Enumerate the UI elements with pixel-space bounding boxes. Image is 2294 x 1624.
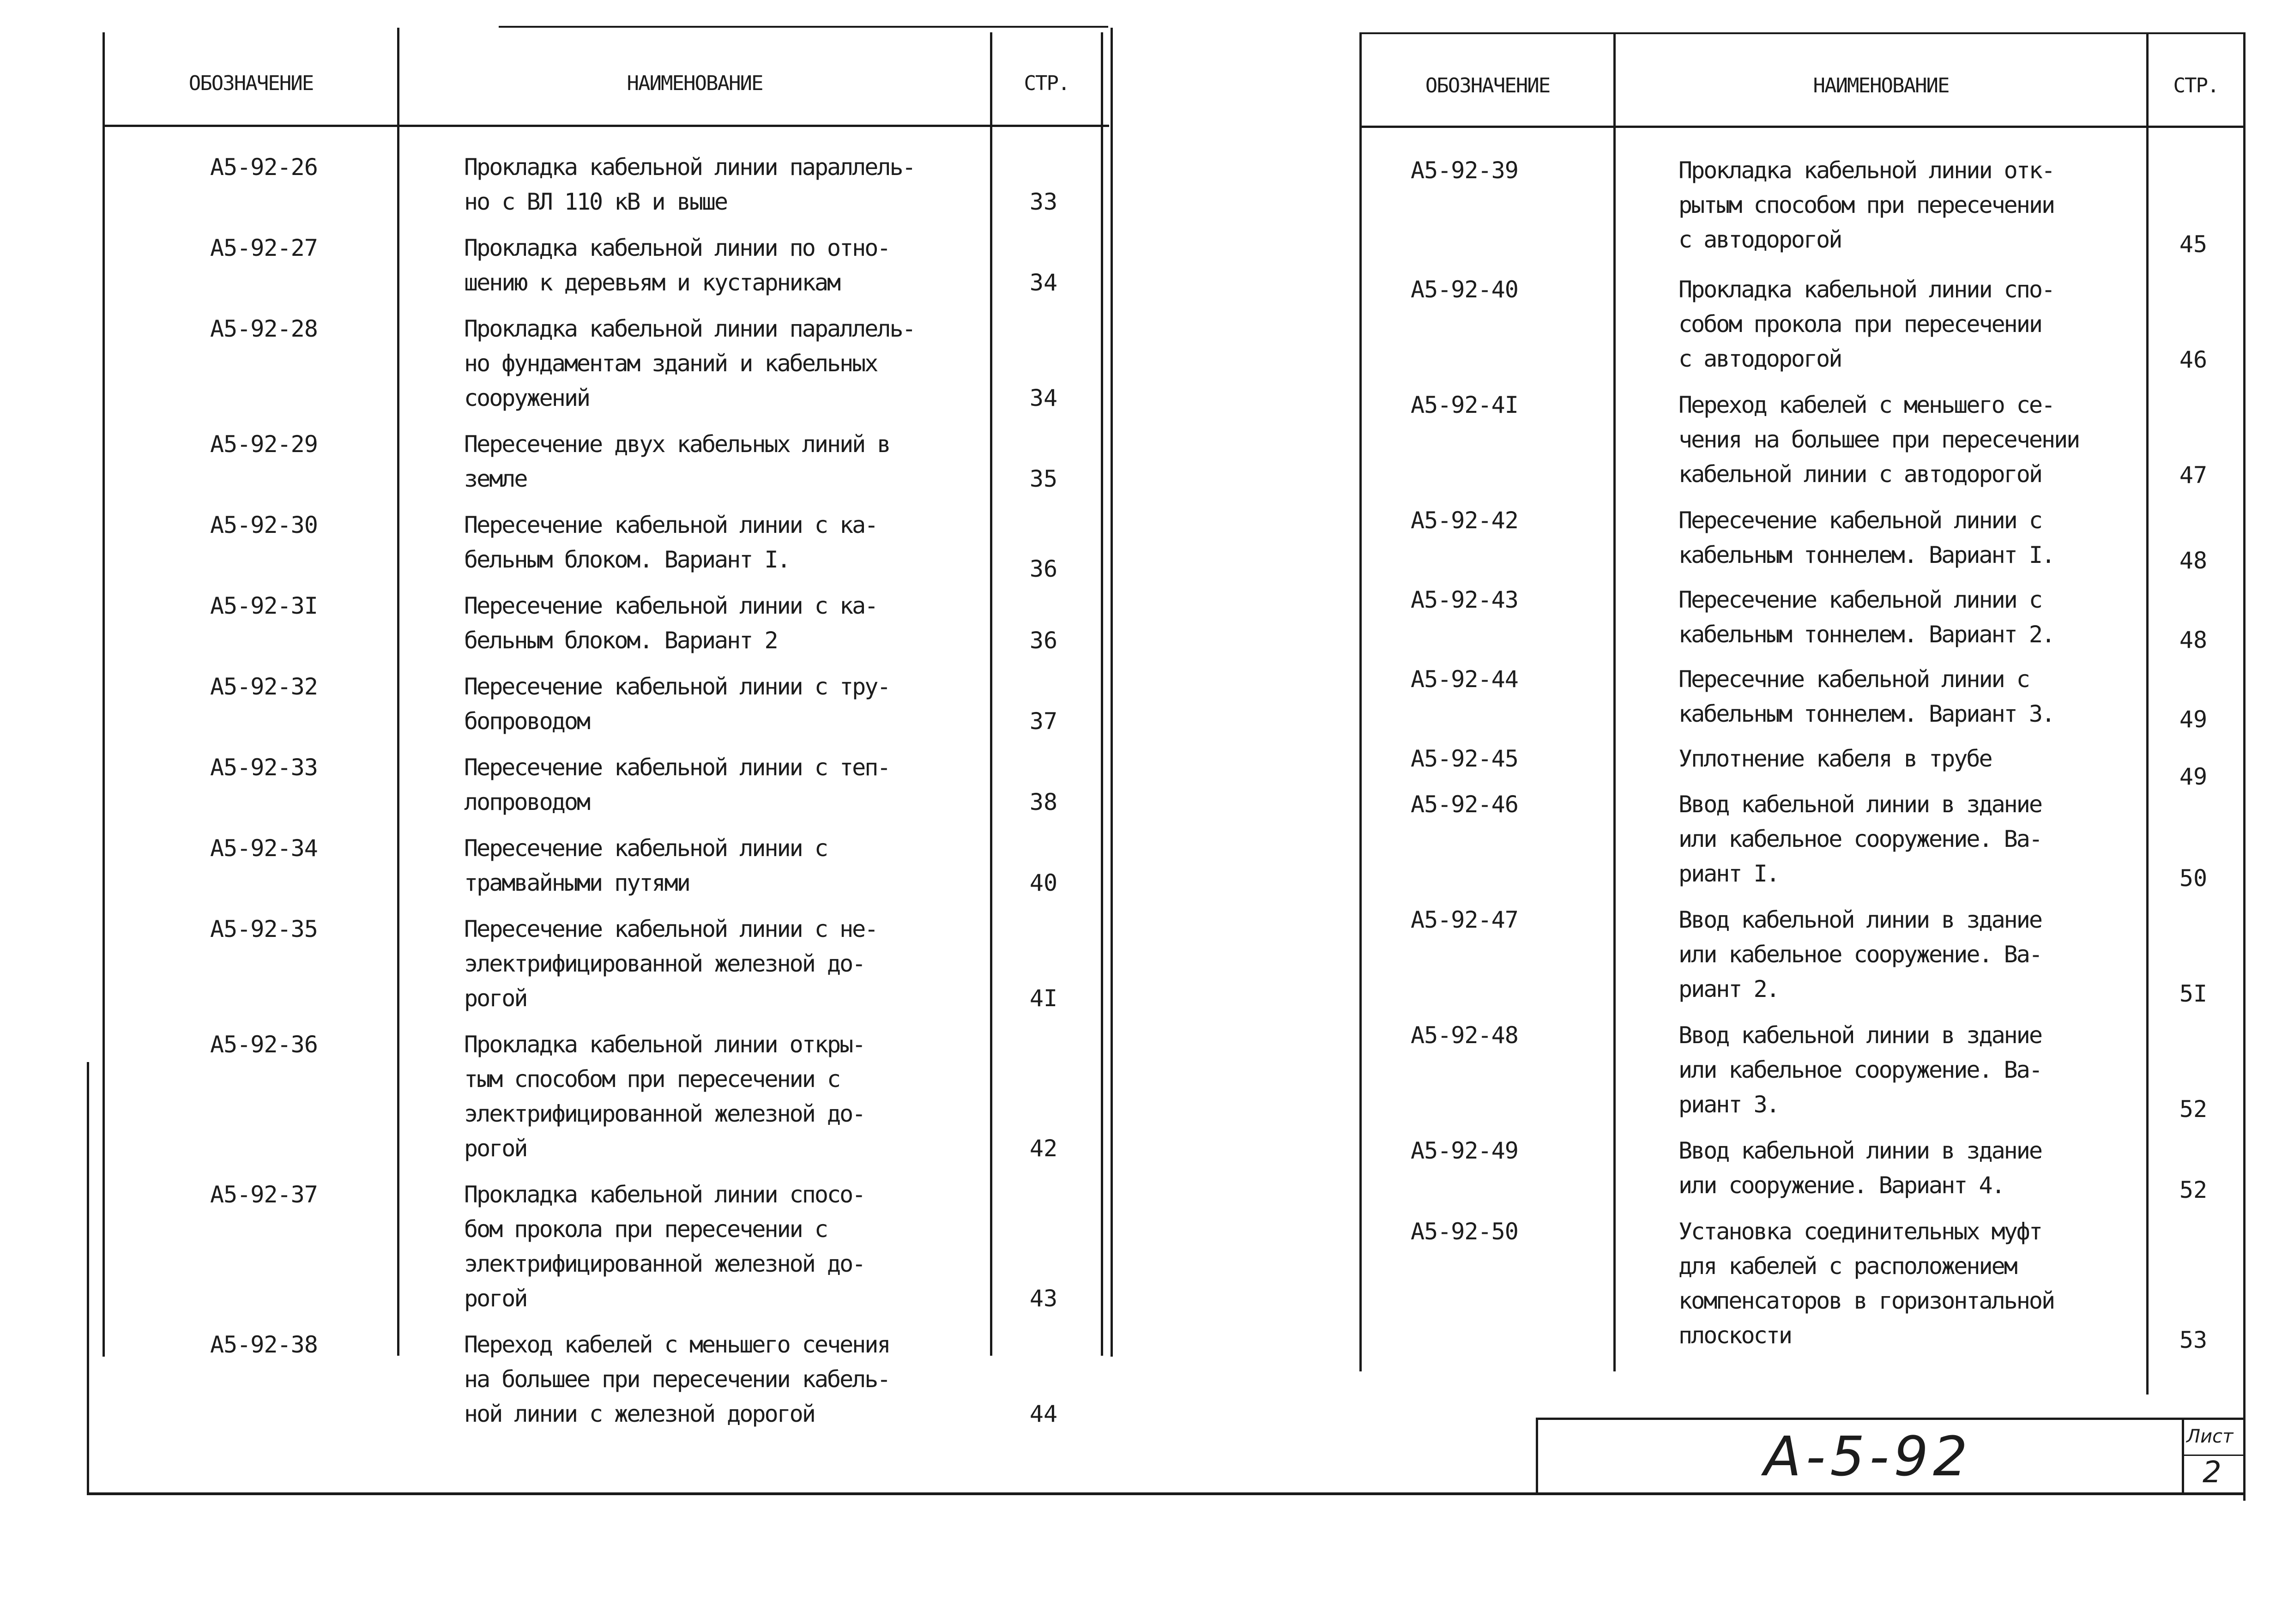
entry-title-line: с автодорогой	[1678, 226, 1841, 253]
entry-title-line: ной линии с железной дорогой	[464, 1401, 815, 1427]
entry-code: А5-92-34	[210, 835, 318, 862]
entry-title-line: Пересечение кабельной линии с тру-	[464, 673, 890, 700]
entry-title-line: Ввод кабельной линии в здание	[1678, 791, 2041, 818]
entry-code: А5-92-42	[1411, 507, 1518, 534]
left-header-page: СТР.	[1024, 72, 1069, 95]
entry-code: А5-92-4I	[1411, 392, 1518, 418]
entry-page-number: 52	[2179, 1096, 2208, 1123]
entry-title-line: Ввод кабельной линии в здание	[1678, 906, 2041, 933]
entry-code: А5-92-44	[1411, 666, 1518, 693]
entry-title-line: Прокладка кабельной линии по отно-	[464, 235, 890, 261]
entry-title-line: Пересечение кабельной линии с	[1678, 586, 2041, 613]
entry-title-line: кабельной линии с автодорогой	[1678, 461, 2041, 488]
right-table-border-right	[2243, 32, 2246, 1501]
entry-title-line: рытым способом при пересечении	[1678, 192, 2054, 218]
entry-title-line: электрифицированной железной до-	[464, 1100, 865, 1127]
entry-title-line: Пересечние кабельной линии с	[1678, 666, 2029, 693]
right-table-col-divider-1	[1613, 32, 1616, 1371]
entry-page-number: 47	[2179, 462, 2208, 489]
left-table-col-divider-1	[397, 28, 399, 1356]
entry-title-line: Переход кабелей с меньшего се-	[1678, 392, 2054, 418]
entry-title-line: земле	[464, 465, 527, 492]
entry-title-line: Пересечение кабельной линии с теп-	[464, 754, 890, 781]
entry-code: А5-92-45	[1411, 745, 1518, 772]
entry-page-number: 46	[2179, 346, 2208, 373]
entry-code: А5-92-33	[210, 754, 318, 781]
entry-title-line: Пересечение кабельной линии с ка-	[464, 512, 877, 538]
entry-title-line: рогой	[464, 985, 527, 1012]
entry-title-line: кабельным тоннелем. Вариант I.	[1678, 542, 2054, 568]
entry-title-line: Прокладка кабельной линии откры-	[464, 1031, 865, 1058]
stamp-box-top	[1536, 1418, 2246, 1420]
entry-page-number: 48	[2179, 547, 2208, 574]
entry-code: А5-92-32	[210, 673, 318, 700]
entry-title-line: бом прокола при пересечении с	[464, 1216, 827, 1243]
entry-page-number: 42	[1029, 1135, 1058, 1162]
entry-page-number: 4I	[1029, 985, 1058, 1012]
entry-title-line: Ввод кабельной линии в здание	[1678, 1022, 2041, 1049]
entry-code: А5-92-28	[210, 315, 318, 342]
entry-page-number: 33	[1029, 188, 1058, 215]
bottom-frame-line	[87, 1492, 2246, 1495]
entry-title-line: Пересечение кабельной линии с не-	[464, 916, 877, 942]
left-frame-vertical	[87, 1062, 89, 1494]
entry-page-number: 37	[1029, 708, 1058, 735]
entry-title-line: или сооружение. Вариант 4.	[1678, 1172, 2004, 1199]
entry-title-line: Прокладка кабельной линии параллель-	[464, 315, 915, 342]
entry-title-line: или кабельное сооружение. Ва-	[1678, 1057, 2041, 1083]
entry-page-number: 5I	[2179, 980, 2208, 1007]
right-table-border-left	[1359, 32, 1362, 1371]
right-table-top-line	[1359, 32, 2244, 34]
entry-title-line: Пересечение кабельной линии с ка-	[464, 592, 877, 619]
sheet-number: 2	[2203, 1455, 2222, 1490]
entry-code: А5-92-47	[1411, 906, 1518, 933]
entry-code: А5-92-37	[210, 1181, 318, 1208]
entry-title-line: электрифицированной железной до-	[464, 950, 865, 977]
entry-title-line: риант 3.	[1678, 1091, 1779, 1118]
entry-title-line: но фундаментам зданий и кабельных	[464, 350, 877, 377]
middle-divider	[1111, 28, 1113, 1357]
entry-title-line: Прокладка кабельной линии спосо-	[464, 1181, 865, 1208]
right-header-underline	[1359, 126, 2245, 128]
entry-title-line: Установка соединительных муфт	[1678, 1218, 2041, 1245]
right-header-page: СТР.	[2173, 74, 2219, 97]
entry-title-line: сооружений	[464, 385, 590, 411]
stamp-box-left	[1536, 1418, 1538, 1494]
entry-page-number: 34	[1029, 385, 1058, 411]
entry-code: А5-92-35	[210, 916, 318, 942]
entry-code: А5-92-36	[210, 1031, 318, 1058]
entry-code: А5-92-50	[1411, 1218, 1518, 1245]
entry-title-line: чения на большее при пересечении	[1678, 426, 2079, 453]
entry-page-number: 36	[1029, 627, 1058, 654]
entry-title-line: Пересечение кабельной линии с	[1678, 507, 2041, 534]
entry-page-number: 38	[1029, 789, 1058, 815]
entry-page-number: 35	[1029, 465, 1058, 492]
entry-title-line: Ввод кабельной линии в здание	[1678, 1137, 2041, 1164]
entry-title-line: Пересечение двух кабельных линий в	[464, 431, 890, 458]
entry-page-number: 45	[2179, 231, 2208, 258]
entry-title-line: Прокладка кабельной линии спо-	[1678, 276, 2054, 303]
entry-title-line: но с ВЛ 110 кВ и выше	[464, 188, 727, 215]
left-header-name: НАИМЕНОВАНИЕ	[627, 72, 763, 95]
entry-code: А5-92-46	[1411, 791, 1518, 818]
entry-title-line: Переход кабелей с меньшего сечения	[464, 1331, 890, 1358]
entry-title-line: с автодорогой	[1678, 345, 1841, 372]
entry-title-line: риант I.	[1678, 860, 1779, 887]
entry-page-number: 34	[1029, 269, 1058, 296]
entry-code: А5-92-49	[1411, 1137, 1518, 1164]
entry-title-line: риант 2.	[1678, 976, 1779, 1002]
entry-title-line: на большее при пересечении кабель-	[464, 1366, 890, 1393]
right-table-col-divider-2	[2146, 32, 2149, 1395]
right-header-name: НАИМЕНОВАНИЕ	[1813, 74, 1949, 97]
left-table-col-divider-2	[990, 32, 992, 1356]
entry-title-line: компенсаторов в горизонтальной	[1678, 1287, 2054, 1314]
entry-title-line: Уплотнение кабеля в трубе	[1678, 745, 1992, 772]
entry-code: А5-92-30	[210, 512, 318, 538]
left-table-border-right	[1101, 32, 1103, 1356]
entry-title-line: Пересечение кабельной линии с	[464, 835, 827, 862]
entry-title-line: кабельным тоннелем. Вариант 3.	[1678, 700, 2054, 727]
entry-page-number: 36	[1029, 555, 1058, 582]
entry-page-number: 44	[1029, 1401, 1058, 1427]
left-header-underline	[103, 125, 1109, 127]
entry-title-line: трамвайными путями	[464, 869, 689, 896]
entry-page-number: 49	[2179, 706, 2208, 733]
sheet-label: Лист	[2186, 1426, 2234, 1447]
entry-code: А5-92-43	[1411, 586, 1518, 613]
entry-title-line: рогой	[464, 1285, 527, 1312]
entry-code: А5-92-27	[210, 235, 318, 261]
entry-title-line: или кабельное сооружение. Ва-	[1678, 826, 2041, 852]
entry-page-number: 52	[2179, 1177, 2208, 1203]
entry-title-line: шению к деревьям и кустарникам	[464, 269, 840, 296]
entry-title-line: кабельным тоннелем. Вариант 2.	[1678, 621, 2054, 648]
entry-title-line: Прокладка кабельной линии отк-	[1678, 157, 2054, 184]
entry-title-line: электрифицированной железной до-	[464, 1250, 865, 1277]
entry-title-line: для кабелей с расположением	[1678, 1253, 2016, 1280]
document-code-stamp: А-5-92	[1764, 1425, 1973, 1488]
entry-page-number: 40	[1029, 869, 1058, 896]
entry-code: А5-92-38	[210, 1331, 318, 1358]
entry-code: А5-92-48	[1411, 1022, 1518, 1049]
entry-page-number: 48	[2179, 627, 2208, 653]
entry-title-line: бельным блоком. Вариант 2	[464, 627, 777, 654]
entry-page-number: 49	[2179, 763, 2208, 790]
entry-code: А5-92-40	[1411, 276, 1518, 303]
entry-title-line: собом прокола при пересечении	[1678, 311, 2041, 338]
entry-code: А5-92-3I	[210, 592, 318, 619]
entry-page-number: 50	[2179, 865, 2208, 892]
entry-title-line: или кабельное сооружение. Ва-	[1678, 941, 2041, 968]
entry-title-line: тым способом при пересечении с	[464, 1066, 840, 1093]
entry-title-line: плоскости	[1678, 1322, 1791, 1349]
right-header-code: ОБОЗНАЧЕНИЕ	[1425, 74, 1550, 97]
entry-title-line: лопроводом	[464, 789, 590, 815]
entry-page-number: 43	[1029, 1285, 1058, 1312]
entry-title-line: бельным блоком. Вариант I.	[464, 546, 790, 573]
entry-code: А5-92-39	[1411, 157, 1518, 184]
left-header-code: ОБОЗНАЧЕНИЕ	[188, 72, 314, 95]
entry-title-line: Прокладка кабельной линии параллель-	[464, 154, 915, 181]
entry-title-line: рогой	[464, 1135, 527, 1162]
entry-code: А5-92-29	[210, 431, 318, 458]
entry-page-number: 53	[2179, 1327, 2208, 1353]
entry-title-line: бопроводом	[464, 708, 590, 735]
left-table-top-line	[499, 26, 1108, 28]
left-table-border-left	[103, 32, 105, 1357]
entry-code: А5-92-26	[210, 154, 318, 181]
